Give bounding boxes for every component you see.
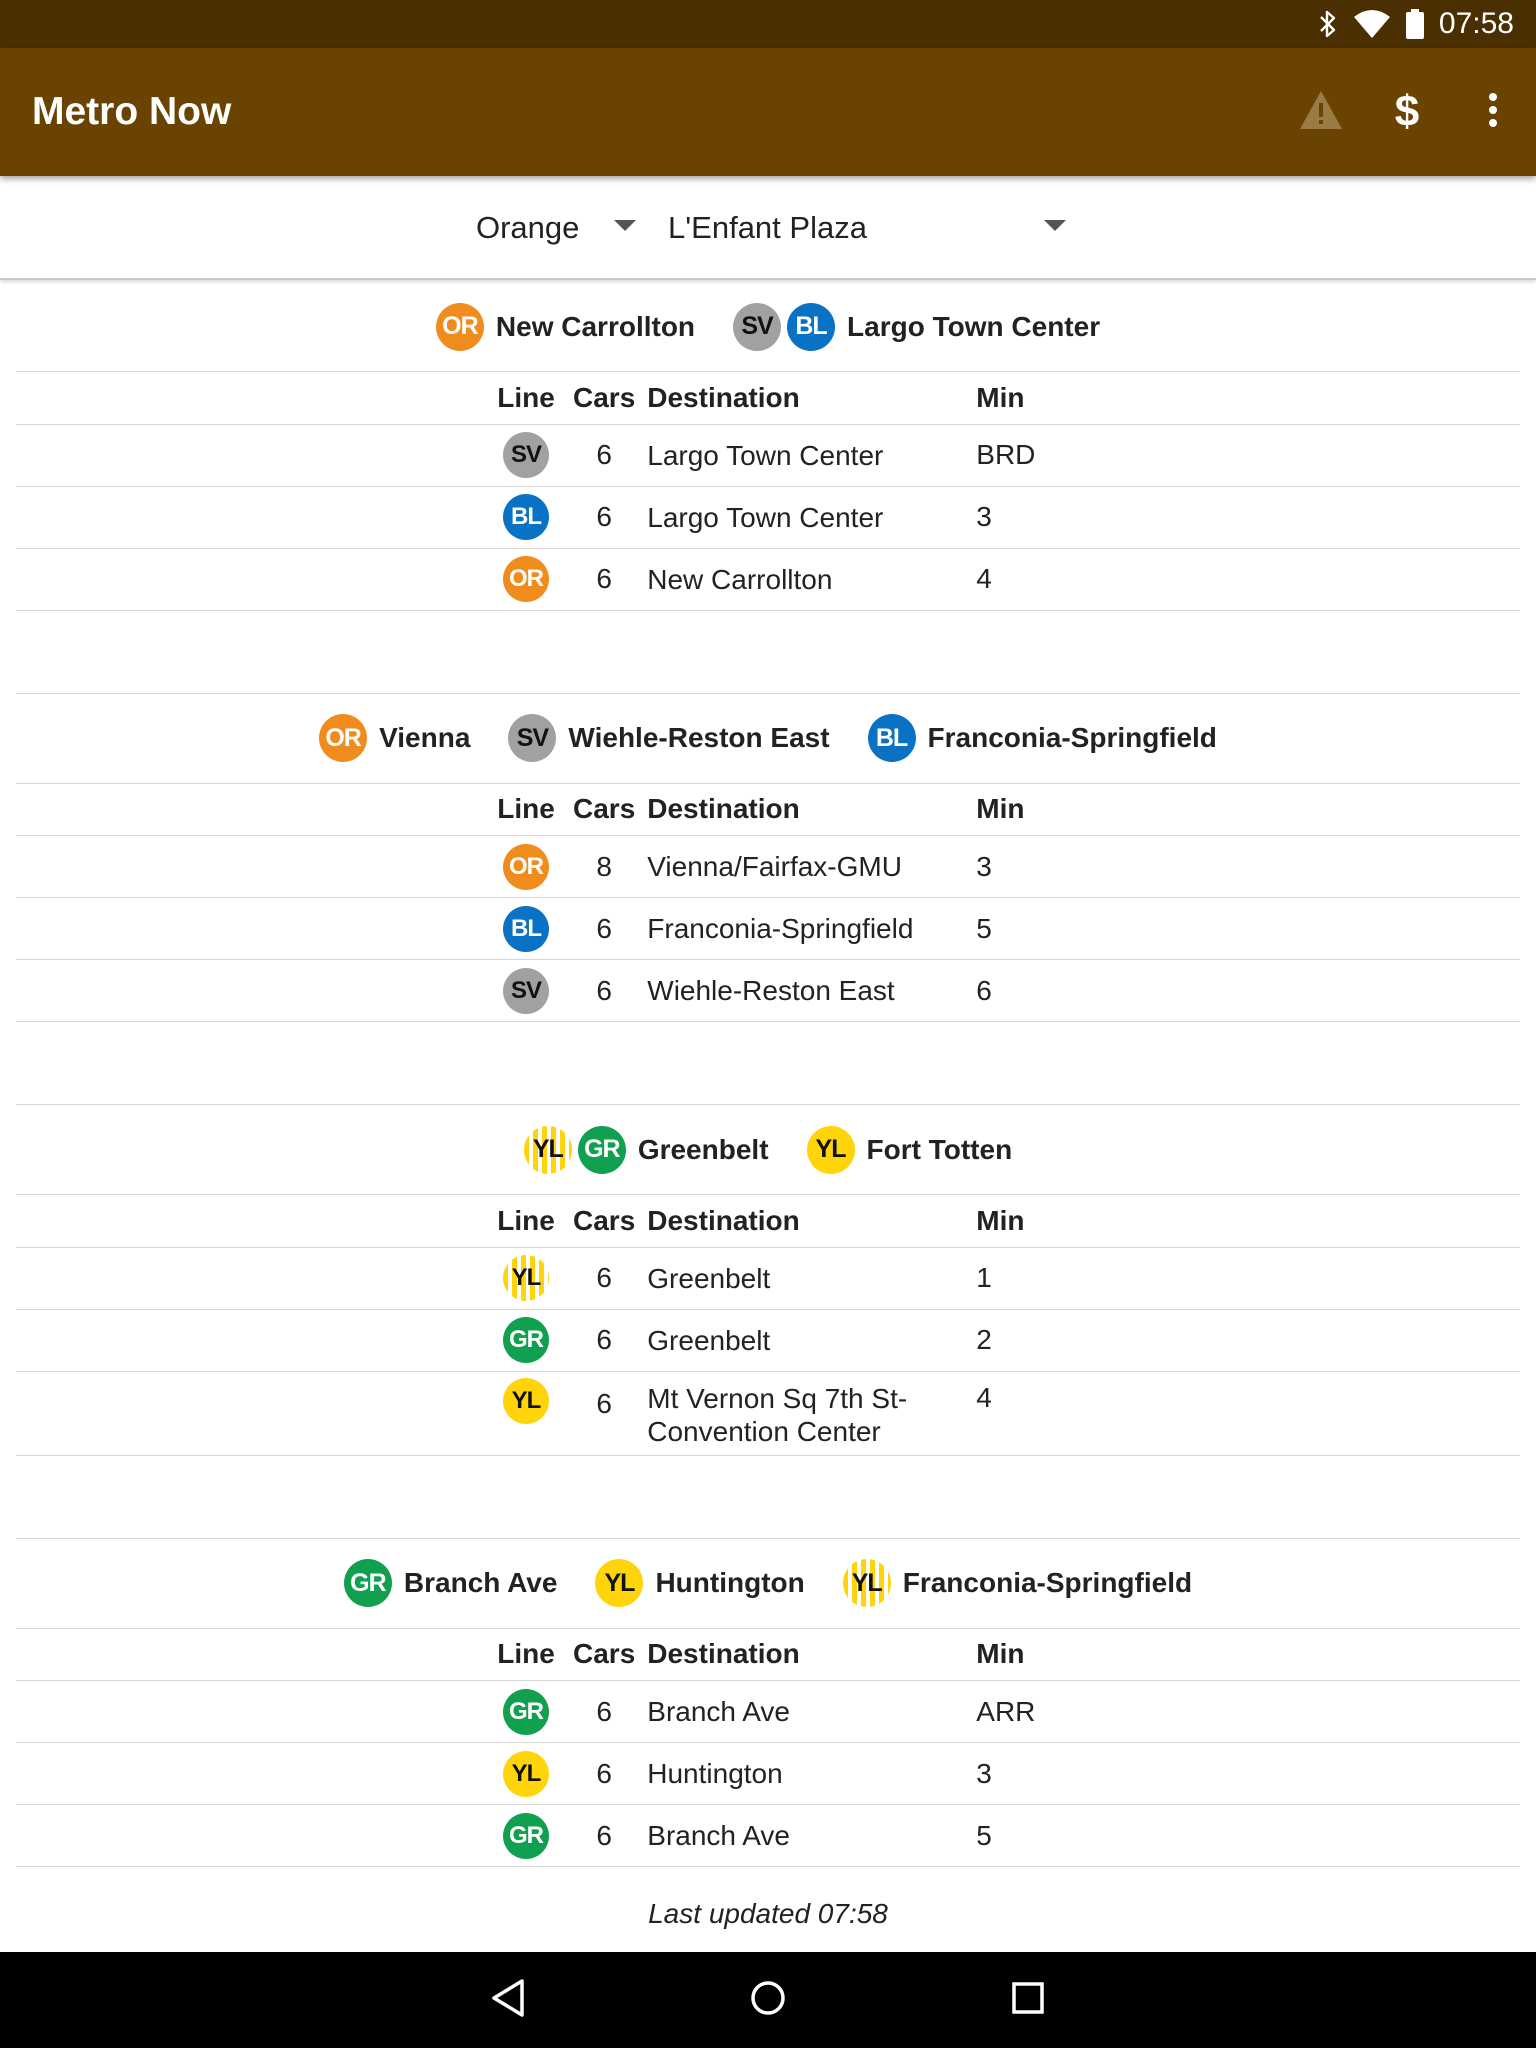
train-destination-text: Branch Ave (647, 1696, 790, 1727)
table-row[interactable] (16, 1743, 1520, 1805)
or-line-icon: OR (503, 556, 549, 602)
yl-line-icon: YL (503, 1378, 549, 1424)
train-destination-text: Largo Town Center (647, 439, 884, 471)
train-minutes: 2 (976, 1309, 1520, 1371)
bluetooth-icon (1317, 9, 1339, 39)
train-line (479, 1743, 573, 1805)
table-row[interactable] (16, 898, 1520, 960)
station-spinner[interactable] (668, 176, 1072, 280)
platform-destination (843, 1559, 1192, 1607)
train-line (479, 1681, 573, 1743)
train-destination (635, 1743, 976, 1805)
platform-destination (807, 1126, 1013, 1174)
train-destination-text: Greenbelt (647, 1324, 771, 1356)
yl-line-icon: YL (503, 1751, 549, 1797)
chevron-down-icon (1044, 220, 1066, 231)
platform-destinations (16, 1105, 1520, 1195)
platform-destination (524, 1126, 769, 1174)
arrivals-table (16, 784, 1520, 1023)
train-line (479, 898, 573, 960)
train-cars: 6 (573, 1309, 635, 1371)
recents-icon (1011, 1981, 1045, 2020)
platform-destination-name: Largo Town Center (847, 310, 1101, 342)
train-cars: 6 (573, 960, 635, 1022)
row-spacer (16, 1805, 479, 1867)
train-destination (635, 1309, 976, 1371)
group-spacer (16, 1022, 1520, 1104)
arrivals-table (16, 1195, 1520, 1456)
yl-line-icon: YL (595, 1559, 643, 1607)
alert-icon (1298, 89, 1344, 136)
train-minutes: 3 (976, 836, 1520, 898)
row-spacer (16, 424, 479, 486)
column-header-destination: Destination (635, 1629, 976, 1681)
yl-rush-line-icon: YL (524, 1126, 572, 1174)
train-cars: 8 (573, 836, 635, 898)
row-spacer (16, 1371, 479, 1455)
train-destination (635, 1681, 976, 1743)
column-header-min: Min (976, 372, 1520, 424)
chevron-down-icon (614, 220, 636, 231)
train-line (479, 960, 573, 1022)
column-spacer (16, 372, 479, 424)
gr-line-icon: GR (503, 1689, 549, 1735)
battery-icon (1405, 9, 1425, 39)
train-destination (635, 1247, 976, 1309)
train-cars: 6 (573, 486, 635, 548)
train-destination (635, 1371, 976, 1455)
row-spacer (16, 1247, 479, 1309)
table-row[interactable] (16, 548, 1520, 610)
status-bar (0, 0, 1536, 48)
overflow-menu-button[interactable] (1450, 48, 1536, 176)
gr-line-icon: GR (503, 1813, 549, 1859)
platform-group (16, 282, 1520, 611)
train-minutes: ARR (976, 1681, 1520, 1743)
table-header-row (16, 784, 1520, 836)
train-destination-text: Huntington (647, 1758, 783, 1789)
sv-line-icon: SV (508, 714, 556, 762)
platform-destinations (16, 1539, 1520, 1629)
column-spacer (16, 784, 479, 836)
home-icon (749, 1979, 787, 2022)
bl-line-icon: BL (868, 714, 916, 762)
platform-destination (436, 303, 695, 351)
selector-bar (0, 176, 1536, 280)
train-minutes: 4 (976, 1371, 1520, 1455)
train-destination-text: Mt Vernon Sq 7th St- Convention Center (647, 1382, 908, 1447)
arrivals-table (16, 1629, 1520, 1868)
yl-rush-line-icon: YL (503, 1255, 549, 1301)
back-icon (490, 1978, 526, 2023)
row-spacer (16, 960, 479, 1022)
train-destination-text: New Carrollton (647, 563, 833, 595)
fares-button[interactable] (1364, 48, 1450, 176)
train-line (479, 424, 573, 486)
station-spinner-value: L'Enfant Plaza (668, 210, 867, 245)
train-destination (635, 898, 976, 960)
row-spacer (16, 1743, 479, 1805)
train-line (479, 1309, 573, 1371)
platform-destination-name: Fort Totten (866, 1133, 1013, 1165)
column-header-line: Line (479, 372, 573, 424)
back-button[interactable] (478, 1970, 538, 2030)
row-spacer (16, 486, 479, 548)
gr-line-icon: GR (578, 1126, 626, 1174)
platform-destination (508, 714, 829, 762)
column-header-line: Line (479, 1195, 573, 1247)
app-bar (0, 48, 1536, 176)
train-cars: 6 (573, 424, 635, 486)
sv-line-icon: SV (733, 303, 781, 351)
train-destination-text: Wiehle-Reston East (647, 975, 895, 1006)
group-spacer (16, 611, 1520, 693)
bl-line-icon: BL (787, 303, 835, 351)
gr-line-icon: GR (344, 1559, 392, 1607)
train-destination (635, 424, 976, 486)
train-minutes: 5 (976, 898, 1520, 960)
gr-line-icon: GR (503, 1317, 549, 1363)
app-title: Metro Now (32, 90, 232, 133)
yl-rush-line-icon: YL (843, 1559, 891, 1607)
row-spacer (16, 1309, 479, 1371)
arrivals-list[interactable] (16, 282, 1520, 1952)
platform-destination (595, 1559, 804, 1607)
train-minutes: BRD (976, 424, 1520, 486)
platform-destinations (16, 694, 1520, 784)
table-row[interactable] (16, 1805, 1520, 1867)
train-cars: 6 (573, 548, 635, 610)
column-header-cars: Cars (573, 1195, 635, 1247)
table-header-row (16, 372, 1520, 424)
overflow-menu-icon (1488, 92, 1498, 133)
table-row[interactable] (16, 1247, 1520, 1309)
train-destination (635, 1805, 976, 1867)
table-row[interactable] (16, 486, 1520, 548)
row-spacer (16, 836, 479, 898)
train-cars: 6 (573, 1681, 635, 1743)
column-header-cars: Cars (573, 784, 635, 836)
platform-destination (319, 714, 470, 762)
recents-button[interactable] (998, 1970, 1058, 2030)
platform-destination-name: Huntington (655, 1567, 805, 1598)
column-header-destination: Destination (635, 372, 976, 424)
navigation-bar (0, 1952, 1536, 2048)
wifi-icon (1353, 9, 1391, 39)
status-time: 07:58 (1438, 7, 1514, 40)
line-spinner[interactable] (476, 176, 644, 280)
platform-group (16, 1538, 1520, 1868)
column-header-destination: Destination (635, 1195, 976, 1247)
train-line (479, 548, 573, 610)
platform-destination-name: Vienna (379, 722, 471, 753)
platform-destination-name: Branch Ave (403, 1567, 558, 1598)
train-destination-text: Largo Town Center (647, 501, 884, 533)
table-header-row (16, 1195, 1520, 1247)
platform-group (16, 693, 1520, 1023)
train-line (479, 836, 573, 898)
column-header-min: Min (976, 1195, 1520, 1247)
column-spacer (16, 1629, 479, 1681)
or-line-icon: OR (319, 714, 367, 762)
train-line (479, 1247, 573, 1309)
train-minutes: 4 (976, 548, 1520, 610)
platform-destination-name: New Carrollton (495, 310, 696, 342)
train-destination-text: Branch Ave (647, 1820, 790, 1851)
platform-destinations (16, 282, 1520, 372)
alerts-button[interactable] (1278, 48, 1364, 176)
line-spinner-value: Orange (476, 210, 580, 245)
column-header-cars: Cars (573, 372, 635, 424)
row-spacer (16, 898, 479, 960)
table-row[interactable] (16, 960, 1520, 1022)
train-destination-text: Franconia-Springfield (647, 913, 914, 944)
train-minutes: 5 (976, 1805, 1520, 1867)
platform-destination (733, 303, 1100, 351)
group-spacer (16, 1456, 1520, 1538)
column-header-min: Min (976, 784, 1520, 836)
bl-line-icon: BL (503, 906, 549, 952)
table-row[interactable] (16, 1309, 1520, 1371)
platform-destination-name: Wiehle-Reston East (568, 722, 830, 753)
train-line (479, 1371, 573, 1455)
train-cars: 6 (573, 1371, 635, 1455)
column-header-line: Line (479, 1629, 573, 1681)
column-header-min: Min (976, 1629, 1520, 1681)
train-cars: 6 (573, 1247, 635, 1309)
train-destination (635, 960, 976, 1022)
train-minutes: 3 (976, 486, 1520, 548)
train-destination (635, 486, 976, 548)
sv-line-icon: SV (503, 968, 549, 1014)
table-row[interactable] (16, 1371, 1520, 1455)
table-row[interactable] (16, 424, 1520, 486)
column-spacer (16, 1195, 479, 1247)
train-cars: 6 (573, 1743, 635, 1805)
column-header-cars: Cars (573, 1629, 635, 1681)
row-spacer (16, 1681, 479, 1743)
or-line-icon: OR (503, 844, 549, 890)
arrivals-table (16, 372, 1520, 611)
train-line (479, 486, 573, 548)
last-updated: Last updated 07:58 (648, 1898, 888, 1929)
row-spacer (16, 548, 479, 610)
platform-group (16, 1104, 1520, 1456)
train-destination (635, 548, 976, 610)
train-destination-text: Greenbelt (647, 1262, 771, 1294)
train-cars: 6 (573, 1805, 635, 1867)
fare-dollar-icon: $ (1394, 87, 1420, 136)
platform-destination (344, 1559, 558, 1607)
or-line-icon: OR (436, 303, 484, 351)
home-button[interactable] (738, 1970, 798, 2030)
train-line (479, 1805, 573, 1867)
table-row[interactable] (16, 1681, 1520, 1743)
bl-line-icon: BL (503, 494, 549, 540)
train-minutes: 1 (976, 1247, 1520, 1309)
column-header-destination: Destination (635, 784, 976, 836)
platform-destination-name: Franconia-Springfield (902, 1567, 1193, 1598)
platform-destination-name: Franconia-Springfield (927, 722, 1217, 753)
train-destination (635, 836, 976, 898)
table-row[interactable] (16, 836, 1520, 898)
train-cars: 6 (573, 898, 635, 960)
train-minutes: 3 (976, 1743, 1520, 1805)
platform-destination (868, 714, 1217, 762)
platform-destination-name: Greenbelt (637, 1133, 769, 1165)
yl-line-icon: YL (807, 1126, 855, 1174)
train-minutes: 6 (976, 960, 1520, 1022)
train-destination-text: Vienna/Fairfax-GMU (647, 851, 902, 882)
table-header-row (16, 1629, 1520, 1681)
column-header-line: Line (479, 784, 573, 836)
sv-line-icon: SV (503, 432, 549, 478)
